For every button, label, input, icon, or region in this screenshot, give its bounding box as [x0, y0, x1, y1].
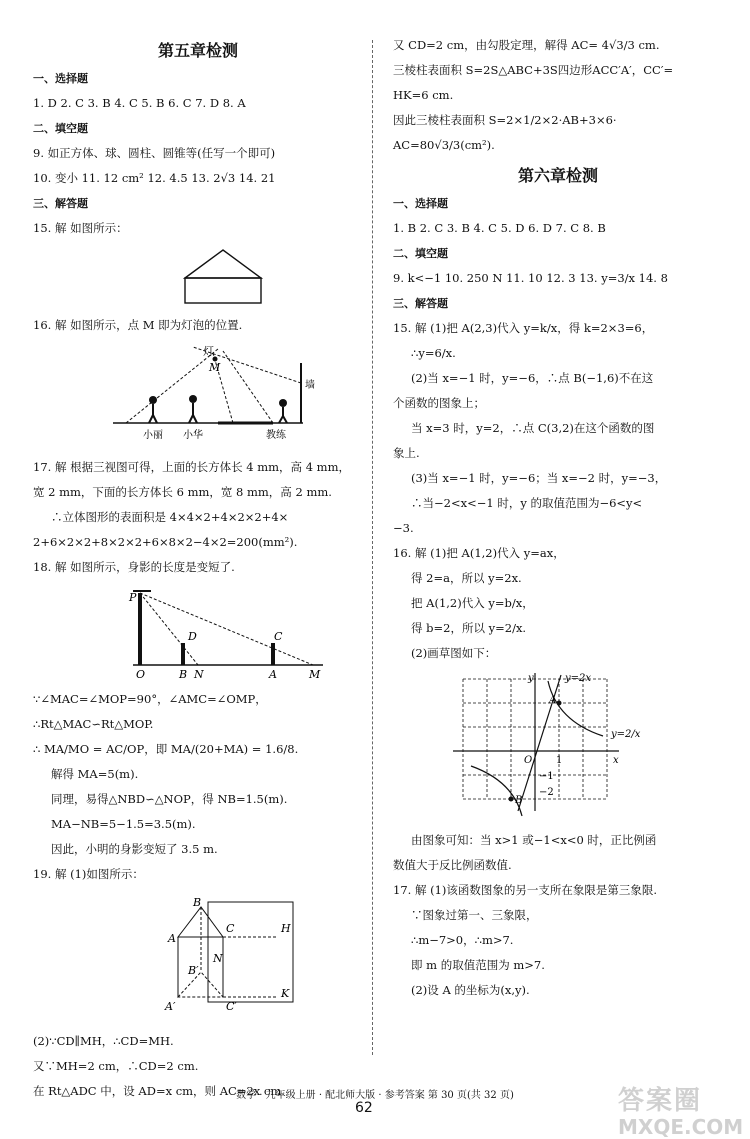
graph-label: y — [528, 673, 534, 684]
q15-line7: (3)当 x=−1 时，y=−6；当 x=−2 时，y=−3， — [411, 471, 667, 485]
q19-cont-line1: 又 CD=2 cm，由勾股定理，解得 AC= 4√3/3 cm. — [393, 38, 660, 52]
graph-label: −2 — [539, 787, 554, 798]
fig18-label: O — [136, 668, 146, 680]
q19-prism-figure — [33, 892, 363, 1022]
q15-line1: 15. 解 (1)把 A(2,3)代入 y=k/x，得 k=2×3=6， — [393, 321, 654, 335]
answers-fill: 9. k<−1 10. 250 N 11. 10 12. 3 13. y=3/x 14. 8 — [393, 271, 668, 285]
q17-line4: 2+6×2×2+8×2×2+6×8×2−4×2=200(mm²). — [33, 535, 298, 549]
graph-label: O — [524, 755, 533, 766]
q15-house-figure — [33, 246, 363, 306]
fig18-label: C — [274, 630, 283, 643]
fig18-label: M — [309, 668, 321, 680]
q17-line1: 17. 解 根据三视图可得，上面的长方体长 4 mm，高 4 mm， — [33, 460, 350, 474]
q15-line9: −3. — [393, 521, 414, 535]
right-column — [393, 38, 723, 1008]
q15-line3: (2)当 x=−1 时，y=−6，∴点 B(−1,6)不在这 — [411, 371, 654, 385]
column-divider — [372, 40, 373, 1055]
q19-cont-line5: AC=80√3/3(cm²). — [393, 138, 495, 152]
q19-line2: 又∵MH=2 cm，∴CD=2 cm. — [33, 1059, 199, 1073]
q17-line2: 宽 2 mm，下面的长方体长 6 mm，宽 8 mm，高 2 mm. — [33, 485, 332, 499]
q16-line2: 得 2=a，所以 y=2x. — [411, 571, 522, 585]
q18-line4: 解得 MA=5(m). — [51, 767, 139, 781]
section-fill: 二、填空题 — [393, 247, 448, 260]
fig19-label: N — [213, 952, 223, 965]
watermark-line1: 答案圈 — [618, 1086, 703, 1116]
q16-text: 16. 解 如图所示，点 M 即为灯泡的位置. — [33, 318, 243, 332]
q19-line3: 在 Rt△ADC 中，设 AD=x cm，则 AC=2x cm. — [33, 1084, 285, 1098]
graph-label: B — [515, 795, 523, 806]
section-choice: 一、选择题 — [393, 197, 448, 210]
watermark-line2: MXQE.COM — [618, 1115, 744, 1139]
person-icon — [149, 396, 157, 423]
q16-line6: 由图象可知：当 x>1 或−1<x<0 时，正比例函 — [411, 833, 657, 847]
fig19-label: B′ — [188, 964, 199, 977]
q16-line3: 把 A(1,2)代入 y=b/x， — [411, 596, 534, 610]
person-icon — [189, 395, 197, 423]
q16-line4: 得 b=2，所以 y=2/x. — [411, 621, 527, 635]
answers-10-14: 10. 变小 11. 12 cm² 12. 4.5 13. 2√3 14. 21 — [33, 171, 276, 185]
answers-choice: 1. D 2. C 3. B 4. C 5. B 6. C 7. D 8. A — [33, 96, 246, 110]
graph-label: y=2x — [565, 673, 592, 684]
q17-line3: ∴m−7>0，∴m>7. — [411, 933, 514, 947]
q19-line1: (2)∵CD∥MH，∴CD=MH. — [33, 1034, 174, 1048]
fig19-label: B — [193, 896, 202, 909]
q16-line5: (2)画草图如下： — [411, 646, 497, 660]
q17-line4: 即 m 的取值范围为 m>7. — [411, 958, 545, 972]
fig16-label: 灯 — [203, 345, 214, 358]
fig19-label: C — [226, 922, 235, 935]
q18-line3: ∴ MA/MO = AC/OP，即 MA/(20+MA) = 1.6/8. — [33, 742, 299, 756]
answers-choice: 1. B 2. C 3. B 4. C 5. D 6. D 7. C 8. B — [393, 221, 606, 235]
section-fill: 二、填空题 — [33, 122, 88, 135]
q16-line7: 数值大于反比例函数值. — [393, 858, 512, 872]
q16-light-figure — [33, 343, 363, 448]
fig16-label: 墙 — [305, 380, 315, 391]
q15-text: 15. 解 如图所示： — [33, 221, 128, 235]
graph-label: x — [613, 755, 619, 766]
q18-line6: MA−NB=5−1.5=3.5(m). — [51, 817, 196, 831]
q19-cont-line2: 三棱柱表面积 S=2S△ABC+3S四边形ACC′A′，CC′= — [393, 63, 674, 77]
left-column — [33, 38, 363, 1109]
q17-line1: 17. 解 (1)该函数图象的另一支所在象限是第三象限. — [393, 883, 658, 897]
q19-cont-line4: 因此三棱柱表面积 S=2×1/2×2·AB+3×6· — [393, 113, 617, 127]
fig16-label: M — [209, 361, 221, 374]
q18-line7: 因此，小明的身影变短了 3.5 m. — [51, 842, 218, 856]
answer-9: 9. 如正方体、球、圆柱、圆锥等(任写一个即可) — [33, 146, 276, 160]
page-number: 62 — [355, 1100, 373, 1116]
chapter6-title: 第六章检测 — [517, 166, 598, 185]
page-footer: 数学 · 九年级上册 · 配北师大版 · 参考答案 第 30 页(共 32 页) — [236, 1090, 514, 1101]
q19-cont-line3: HK=6 cm. — [393, 88, 454, 102]
fig18-label: A — [269, 668, 277, 680]
q17-line3: ∴立体图形的表面积是 4×4×2+4×2×2+4× — [51, 510, 289, 524]
q15-line8: ∴当−2<x<−1 时，y 的取值范围为−6<y< — [411, 496, 643, 510]
graph-label: y=2/x — [611, 729, 641, 740]
fig18-label: N — [194, 668, 204, 680]
person-icon — [279, 399, 287, 423]
q18-line2: ∴Rt△MAC∽Rt△MOP. — [33, 717, 154, 731]
chapter5-title: 第五章检测 — [157, 41, 238, 60]
q15-line2: ∴y=6/x. — [411, 346, 456, 360]
fig18-label: B — [179, 668, 188, 680]
fig19-label: H — [281, 922, 291, 935]
q18-shadow-figure — [33, 585, 363, 680]
q17-line2: ∵图象过第一、三象限， — [411, 908, 538, 922]
fig16-label: 小丽 — [143, 430, 163, 441]
q15-line5: 当 x=3 时，y=2，∴点 C(3,2)在这个函数的图 — [411, 421, 655, 435]
q18-line5: 同理，易得△NBD∽△NOP，得 NB=1.5(m). — [51, 792, 288, 806]
graph-label: A — [549, 695, 557, 706]
q19-text: 19. 解 (1)如图所示： — [33, 867, 144, 881]
fig19-label: A — [168, 932, 176, 945]
fig19-label: C′ — [226, 1000, 237, 1013]
fig16-label: 小华 — [183, 430, 203, 441]
fig19-label: A′ — [165, 1000, 176, 1013]
section-solve: 三、解答题 — [393, 297, 448, 310]
graph-label: 1 — [556, 755, 563, 766]
fig19-label: K — [281, 987, 290, 1000]
watermark-logo — [618, 1080, 743, 1139]
section-solve: 三、解答题 — [33, 197, 88, 210]
fig18-label: P — [129, 591, 137, 604]
graph-label: −1 — [539, 771, 554, 782]
fig16-label: 教练 — [266, 430, 286, 441]
q15-line4: 个函数的图象上； — [393, 396, 485, 410]
q16-function-graph — [393, 671, 723, 821]
q18-line1: ∵∠MAC=∠MOP=90°，∠AMC=∠OMP， — [33, 692, 267, 706]
section-choice: 一、选择题 — [33, 72, 88, 85]
fig18-label: D — [188, 630, 197, 643]
q15-line6: 象上. — [393, 446, 420, 460]
q16-line1: 16. 解 (1)把 A(1,2)代入 y=ax， — [393, 546, 565, 560]
q18-text: 18. 解 如图所示，身影的长度是变短了. — [33, 560, 235, 574]
q17-line5: (2)设 A 的坐标为(x,y). — [411, 983, 530, 997]
